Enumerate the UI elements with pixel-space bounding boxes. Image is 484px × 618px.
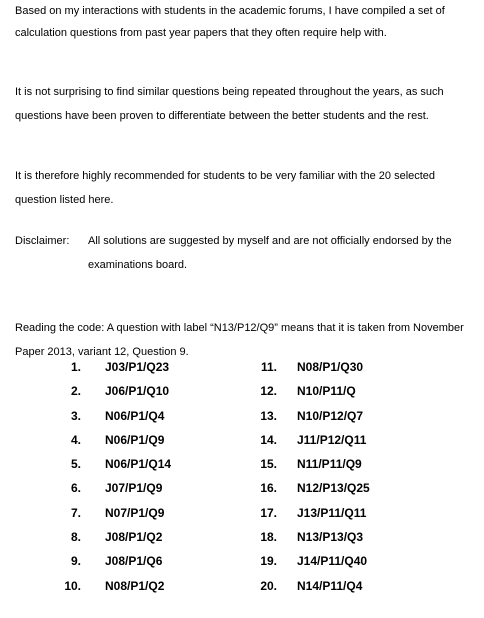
question-number: 6. xyxy=(70,481,81,496)
question-item xyxy=(247,379,477,403)
question-list xyxy=(0,355,484,605)
question-item xyxy=(55,476,255,500)
question-item xyxy=(55,525,255,549)
question-number: 16. xyxy=(260,481,277,496)
question-code: N06/P1/Q4 xyxy=(105,408,165,423)
question-number: 17. xyxy=(260,505,277,520)
reading-code-paragraph: Reading the code: A question with label “N13/P12/Q9” means that it is taken from November Paper 2013, variant 12, Question 9. xyxy=(15,322,464,358)
question-number: 4. xyxy=(70,432,81,447)
question-code: J03/P1/Q23 xyxy=(105,360,170,374)
question-number: 12. xyxy=(260,384,277,399)
question-number: 20. xyxy=(260,578,277,593)
question-item xyxy=(247,549,477,573)
question-code: J11/P12/Q11 xyxy=(297,432,367,447)
question-number: 19. xyxy=(260,554,277,569)
question-number: 13. xyxy=(260,408,277,423)
question-code: J13/P11/Q11 xyxy=(297,505,367,520)
question-item xyxy=(55,574,255,598)
question-item xyxy=(247,404,477,428)
question-number: 7. xyxy=(70,505,81,520)
question-list-left-column xyxy=(55,355,255,598)
question-code: N13/P13/Q3 xyxy=(297,530,364,545)
question-item xyxy=(55,404,255,428)
question-number: 14. xyxy=(260,432,277,447)
question-item xyxy=(247,501,477,525)
question-code: N08/P1/Q2 xyxy=(105,578,165,593)
disclaimer-text: All solutions are suggested by myself and are not officially endorsed by the examinations board. xyxy=(88,235,452,271)
question-code: J07/P1/Q9 xyxy=(105,481,163,496)
question-code: N07/P1/Q9 xyxy=(105,505,165,520)
question-number: 11. xyxy=(260,360,277,374)
question-code: J14/P11/Q40 xyxy=(297,554,368,569)
question-number: 3. xyxy=(70,408,81,423)
question-code: N06/P1/Q9 xyxy=(105,432,165,447)
repeat-note-paragraph: It is not surprising to find similar questions being repeated throughout the years, as such questions have been proven to differentiate between the better students and the rest. xyxy=(15,86,444,122)
question-item xyxy=(247,355,477,379)
question-number: 10. xyxy=(64,578,81,593)
question-number: 8. xyxy=(70,530,81,545)
question-item xyxy=(247,452,477,476)
question-code: N10/P12/Q7 xyxy=(297,408,364,423)
question-number: 2. xyxy=(70,384,81,399)
question-item xyxy=(55,452,255,476)
question-code: N14/P11/Q4 xyxy=(297,578,363,593)
question-number: 18. xyxy=(260,530,277,545)
question-item xyxy=(247,428,477,452)
question-item xyxy=(247,574,477,598)
question-code: N11/P11/Q9 xyxy=(297,457,362,472)
recommendation-paragraph: It is therefore highly recommended for students to be very familiar with the 20 selected question listed here. xyxy=(15,170,436,206)
question-code: N08/P1/Q30 xyxy=(297,360,364,374)
question-code: N12/P13/Q25 xyxy=(297,481,370,496)
question-item xyxy=(55,379,255,403)
question-number: 1. xyxy=(70,360,81,374)
question-item xyxy=(247,525,477,549)
question-item xyxy=(55,428,255,452)
question-code: N06/P1/Q14 xyxy=(105,457,172,472)
disclaimer-label: Disclaimer: xyxy=(15,235,70,247)
question-number: 9. xyxy=(70,554,81,569)
question-code: J08/P1/Q2 xyxy=(105,530,163,545)
question-item xyxy=(247,476,477,500)
question-list-right-column xyxy=(247,355,477,598)
intro-paragraph: Based on my interactions with students in the academic forums, I have compiled a set of calculation questions from past year papers that they often require help with. xyxy=(15,5,445,39)
question-item xyxy=(55,355,255,379)
question-item xyxy=(55,549,255,573)
question-code: J06/P1/Q10 xyxy=(105,384,170,399)
question-number: 5. xyxy=(70,457,81,472)
question-code: N10/P11/Q xyxy=(297,384,356,399)
question-code: J08/P1/Q6 xyxy=(105,554,163,569)
question-item xyxy=(55,501,255,525)
question-number: 15. xyxy=(260,457,277,472)
